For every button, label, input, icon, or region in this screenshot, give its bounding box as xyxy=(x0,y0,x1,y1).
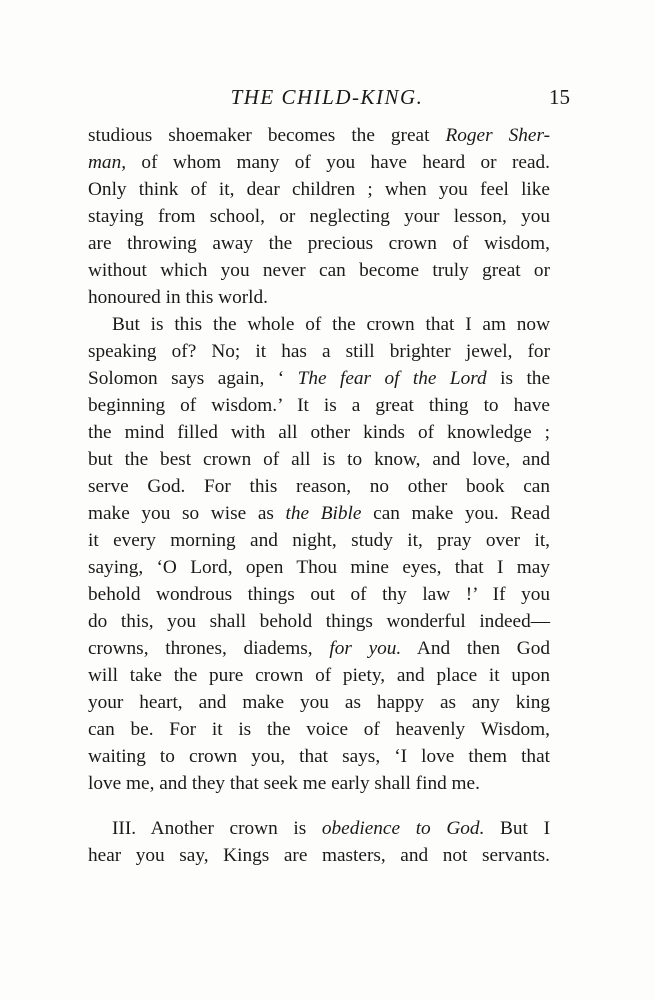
text-line xyxy=(88,446,550,473)
section-gap xyxy=(88,797,550,815)
paragraph xyxy=(88,815,550,869)
page-number: 15 xyxy=(549,85,570,109)
text-line xyxy=(88,500,550,527)
italic-run: Roger Sher- xyxy=(445,125,550,146)
text-line xyxy=(88,554,550,581)
text-line xyxy=(88,122,550,149)
text-line xyxy=(88,743,550,770)
text-run: can be. For it is the voice of heavenly Wisdom, xyxy=(88,719,550,740)
running-title: THE CHILD-KING. xyxy=(230,85,424,109)
text-run: love me, and they that seek me early shall find me. xyxy=(88,773,480,794)
text-run: III. Another crown is xyxy=(112,818,322,839)
text-line xyxy=(88,608,550,635)
italic-run: for you. xyxy=(329,638,402,659)
text-line xyxy=(88,176,550,203)
text-run: make you so wise as xyxy=(88,503,286,524)
italic-run: obedience to God. xyxy=(321,818,485,839)
text-line xyxy=(88,230,550,257)
text-run: serve God. For this reason, no other book can xyxy=(88,476,550,497)
text-run: will take the pure crown of piety, and place it upon xyxy=(88,665,550,686)
text-line xyxy=(88,770,550,797)
text-line xyxy=(88,338,550,365)
text-run: of whom many of you have heard or read. xyxy=(126,152,550,173)
text-run: studious shoemaker becomes the great xyxy=(88,125,446,146)
body-text xyxy=(88,122,550,869)
text-line xyxy=(88,581,550,608)
text-run: Only think of it, dear children ; when you feel like xyxy=(88,179,550,200)
text-line xyxy=(88,365,550,392)
text-run: are throwing away the precious crown of wisdom, xyxy=(88,233,550,254)
text-run: And then God xyxy=(401,638,550,659)
text-run: saying, ‘O Lord, open Thou mine eyes, that I may xyxy=(88,557,550,578)
text-run: do this, you shall behold things wonderful indeed— xyxy=(88,611,550,632)
text-run: it every morning and night, study it, pray over it, xyxy=(88,530,550,551)
text-line xyxy=(88,419,550,446)
text-line xyxy=(88,842,550,869)
italic-run: man, xyxy=(88,152,127,173)
text-run: behold wondrous things out of thy law !’ If you xyxy=(88,584,550,605)
text-line xyxy=(88,662,550,689)
text-line xyxy=(88,311,550,338)
text-run: hear you say, Kings are masters, and not servants. xyxy=(88,845,550,866)
text-line xyxy=(88,473,550,500)
text-run: staying from school, or neglecting your lesson, you xyxy=(88,206,550,227)
text-run: beginning of wisdom.’ It is a great thing to have xyxy=(88,395,550,416)
text-line xyxy=(88,257,550,284)
text-run: the mind filled with all other kinds of knowledge ; xyxy=(88,422,550,443)
running-header xyxy=(0,82,654,112)
text-line xyxy=(88,815,550,842)
text-run: your heart, and make you as happy as any king xyxy=(88,692,550,713)
text-run: But I xyxy=(484,818,550,839)
text-run: waiting to crown you, that says, ‘I love them that xyxy=(88,746,550,767)
italic-run: the Bible xyxy=(285,503,362,524)
italic-run: The fear of the Lord xyxy=(297,368,487,389)
text-line xyxy=(88,392,550,419)
text-run: is the xyxy=(486,368,551,389)
text-line xyxy=(88,635,550,662)
text-run: speaking of? No; it has a still brighter jewel, for xyxy=(88,341,550,362)
text-line xyxy=(88,203,550,230)
text-run: but the best crown of all is to know, and love, and xyxy=(88,449,550,470)
text-line xyxy=(88,689,550,716)
text-run: Solomon says again, ‘ xyxy=(88,368,298,389)
paragraph xyxy=(88,311,550,797)
text-line xyxy=(88,527,550,554)
text-line xyxy=(88,716,550,743)
text-run: crowns, thrones, diadems, xyxy=(88,638,330,659)
text-run: honoured in this world. xyxy=(88,287,268,308)
text-run: But is this the whole of the crown that I am now xyxy=(112,314,550,335)
text-line xyxy=(88,149,550,176)
text-run: without which you never can become truly great or xyxy=(88,260,550,281)
text-run: can make you. Read xyxy=(361,503,550,524)
paragraph xyxy=(88,122,550,311)
text-line xyxy=(88,284,550,311)
